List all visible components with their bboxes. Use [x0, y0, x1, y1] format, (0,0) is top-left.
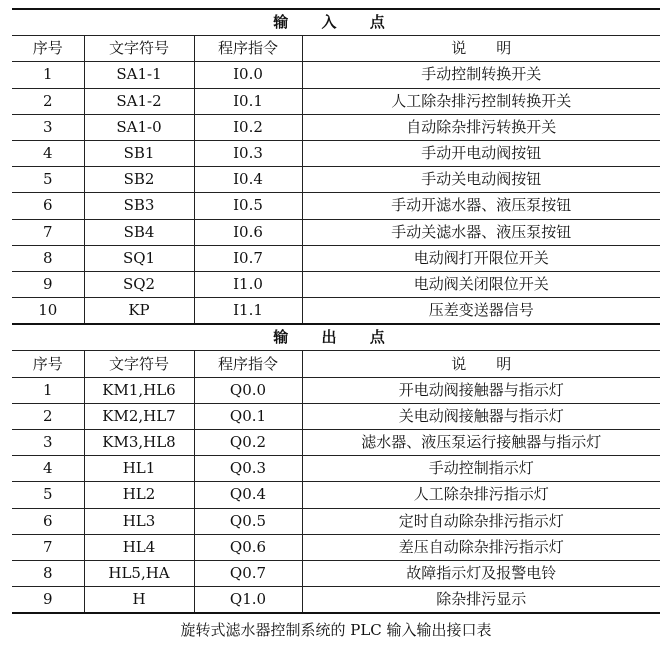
table-cell: 除杂排污显示 — [302, 587, 660, 614]
table-row — [12, 560, 660, 586]
table-cell: 5 — [12, 482, 84, 508]
table-row — [12, 88, 660, 114]
table-row — [12, 377, 660, 403]
column-header: 文字符号 — [84, 351, 194, 377]
table-cell: SA1-0 — [84, 114, 194, 140]
table-cell: 手动控制指示灯 — [302, 456, 660, 482]
table-cell: 定时自动除杂排污指示灯 — [302, 508, 660, 534]
table-body — [12, 9, 660, 613]
table-cell: 7 — [12, 219, 84, 245]
table-row — [12, 271, 660, 297]
table-cell: I0.3 — [194, 140, 302, 166]
column-header: 序号 — [12, 351, 84, 377]
table-cell: Q0.1 — [194, 403, 302, 429]
table-cell: HL4 — [84, 534, 194, 560]
table-cell: SB1 — [84, 140, 194, 166]
column-header-row — [12, 36, 660, 62]
table-cell: SQ1 — [84, 245, 194, 271]
table-cell: 手动开电动阀按钮 — [302, 140, 660, 166]
table-cell: 人工除杂排污指示灯 — [302, 482, 660, 508]
table-cell: 10 — [12, 298, 84, 325]
table-cell: Q1.0 — [194, 587, 302, 614]
table-cell: 5 — [12, 167, 84, 193]
table-cell: 手动开滤水器、液压泵按钮 — [302, 193, 660, 219]
table-cell: 9 — [12, 271, 84, 297]
table-cell: 3 — [12, 430, 84, 456]
table-cell: 滤水器、液压泵运行接触器与指示灯 — [302, 430, 660, 456]
table-row — [12, 193, 660, 219]
table-cell: 手动关电动阀按钮 — [302, 167, 660, 193]
table-cell: 2 — [12, 88, 84, 114]
table-cell: 6 — [12, 508, 84, 534]
table-cell: 3 — [12, 114, 84, 140]
table-row — [12, 403, 660, 429]
table-cell: 人工除杂排污控制转换开关 — [302, 88, 660, 114]
table-cell: I0.5 — [194, 193, 302, 219]
table-cell: 6 — [12, 193, 84, 219]
table-cell: HL3 — [84, 508, 194, 534]
table-cell: KP — [84, 298, 194, 325]
plc-io-table — [12, 8, 660, 614]
table-cell: Q0.2 — [194, 430, 302, 456]
table-cell: 自动除杂排污转换开关 — [302, 114, 660, 140]
table-row — [12, 298, 660, 325]
column-header: 说 明 — [302, 36, 660, 62]
table-cell: KM2,HL7 — [84, 403, 194, 429]
table-row — [12, 62, 660, 88]
table-row — [12, 534, 660, 560]
table-cell: 压差变送器信号 — [302, 298, 660, 325]
column-header: 序号 — [12, 36, 84, 62]
table-cell: Q0.4 — [194, 482, 302, 508]
table-cell: KM1,HL6 — [84, 377, 194, 403]
column-header: 文字符号 — [84, 36, 194, 62]
table-cell: 4 — [12, 456, 84, 482]
column-header-row — [12, 351, 660, 377]
table-cell: HL2 — [84, 482, 194, 508]
table-cell: 9 — [12, 587, 84, 614]
table-row — [12, 482, 660, 508]
input-section-title: 输 入 点 — [12, 9, 660, 36]
table-cell: I1.1 — [194, 298, 302, 325]
table-cell: SA1-2 — [84, 88, 194, 114]
table-cell: HL1 — [84, 456, 194, 482]
table-cell: HL5,HA — [84, 560, 194, 586]
table-row — [12, 140, 660, 166]
output-section-title: 输 出 点 — [12, 324, 660, 351]
table-cell: I0.4 — [194, 167, 302, 193]
table-cell: 手动控制转换开关 — [302, 62, 660, 88]
table-row — [12, 508, 660, 534]
table-cell: Q0.5 — [194, 508, 302, 534]
output-section-title-row — [12, 324, 660, 351]
table-cell: 差压自动除杂排污指示灯 — [302, 534, 660, 560]
table-cell: I0.7 — [194, 245, 302, 271]
table-cell: SB3 — [84, 193, 194, 219]
table-cell: Q0.6 — [194, 534, 302, 560]
table-cell: Q0.0 — [194, 377, 302, 403]
table-cell: 2 — [12, 403, 84, 429]
table-row — [12, 456, 660, 482]
table-row — [12, 245, 660, 271]
table-row — [12, 219, 660, 245]
table-cell: KM3,HL8 — [84, 430, 194, 456]
table-cell: I0.2 — [194, 114, 302, 140]
table-cell: 7 — [12, 534, 84, 560]
table-cell: Q0.3 — [194, 456, 302, 482]
table-row — [12, 430, 660, 456]
table-cell: SB2 — [84, 167, 194, 193]
table-row — [12, 114, 660, 140]
table-cell: I0.6 — [194, 219, 302, 245]
table-cell: 1 — [12, 62, 84, 88]
table-row — [12, 587, 660, 614]
table-cell: 4 — [12, 140, 84, 166]
table-cell: I0.1 — [194, 88, 302, 114]
table-cell: 故障指示灯及报警电铃 — [302, 560, 660, 586]
table-cell: 手动关滤水器、液压泵按钮 — [302, 219, 660, 245]
table-cell: 开电动阀接触器与指示灯 — [302, 377, 660, 403]
table-cell: Q0.7 — [194, 560, 302, 586]
table-cell: I0.0 — [194, 62, 302, 88]
table-cell: I1.0 — [194, 271, 302, 297]
column-header: 程序指令 — [194, 36, 302, 62]
table-cell: 关电动阀接触器与指示灯 — [302, 403, 660, 429]
table-cell: 电动阀打开限位开关 — [302, 245, 660, 271]
table-caption: 旋转式滤水器控制系统的 PLC 输入输出接口表 — [180, 621, 492, 640]
input-section-title-row — [12, 9, 660, 36]
column-header: 说 明 — [302, 351, 660, 377]
io-table-figure — [12, 8, 660, 640]
table-cell: SQ2 — [84, 271, 194, 297]
column-header: 程序指令 — [194, 351, 302, 377]
table-cell: 8 — [12, 560, 84, 586]
table-cell: 8 — [12, 245, 84, 271]
table-row — [12, 167, 660, 193]
table-cell: 1 — [12, 377, 84, 403]
table-cell: SA1-1 — [84, 62, 194, 88]
table-cell: 电动阀关闭限位开关 — [302, 271, 660, 297]
table-cell: SB4 — [84, 219, 194, 245]
table-cell: H — [84, 587, 194, 614]
